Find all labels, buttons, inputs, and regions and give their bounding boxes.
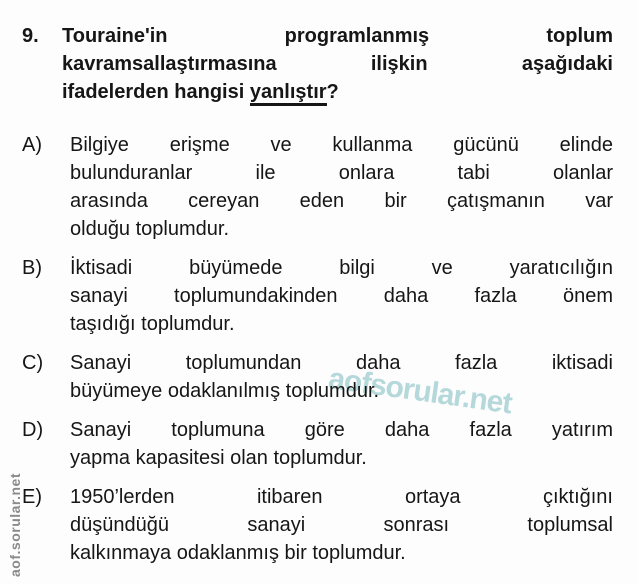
option-text-line: 1950’lerden itibaren ortaya çıktığını [70,486,613,508]
question-text-line: Touraine'in programlanmış toplum [62,25,613,47]
option-e-letter: E) [22,486,42,508]
option-c [22,349,613,405]
option-text-line: taşıdığı toplumdur. [70,313,235,335]
option-text-line: bulunduranlar ile onlara tabi olanlar [70,162,613,184]
option-text-line: kalkınmaya odaklanmış bir toplumdur. [70,542,406,564]
options-list [22,131,613,567]
option-b-letter: B) [22,257,42,279]
option-text-line: olduğu toplumdur. [70,218,230,240]
question-last-line-before: ifadelerden hangisi [62,81,250,103]
option-a-letter: A) [22,134,42,156]
option-b-text [70,254,613,338]
watermark-diagonal: aofsorular.net [326,362,514,421]
option-b [22,254,613,338]
option-c-text [70,349,613,405]
option-text-line: sanayi toplumundakinden daha fazla önem [70,285,613,307]
option-a [22,131,613,243]
option-text-line: Sanayi toplumuna göre daha fazla yatırım [70,419,613,441]
option-text-line: Sanayi toplumundan daha fazla iktisadi [70,352,613,374]
watermark-vertical: aof.sorular.net [7,473,23,577]
question-block [22,22,613,106]
option-text-line: Bilgiye erişme ve kullanma gücünü elinde [70,134,613,156]
option-e [22,483,613,567]
option-text-line: arasında cereyan eden bir çatışmanın var [70,190,613,212]
option-text-line: düşündüğü sanayi sonrası toplumsal [70,514,613,536]
option-d [22,416,613,472]
option-c-letter: C) [22,352,44,374]
question-text-line: kavramsallaştırmasına ilişkin aşağıdaki [62,53,613,75]
question-number: 9. [22,25,39,47]
option-a-text [70,131,613,243]
question-last-line-after: ? [326,81,339,103]
option-text-line: İktisadi büyümede bilgi ve yaratıcılığın [70,257,613,279]
question-text-line [62,78,613,106]
option-text-line: yapma kapasitesi olan toplumdur. [70,447,367,469]
option-d-letter: D) [22,419,44,441]
option-e-text [70,483,613,567]
option-d-text [70,416,613,472]
underlined-keyword: yanlıştır [250,81,327,106]
option-text-line: büyümeye odaklanılmış toplumdur. [70,380,380,402]
question-text [62,22,613,106]
